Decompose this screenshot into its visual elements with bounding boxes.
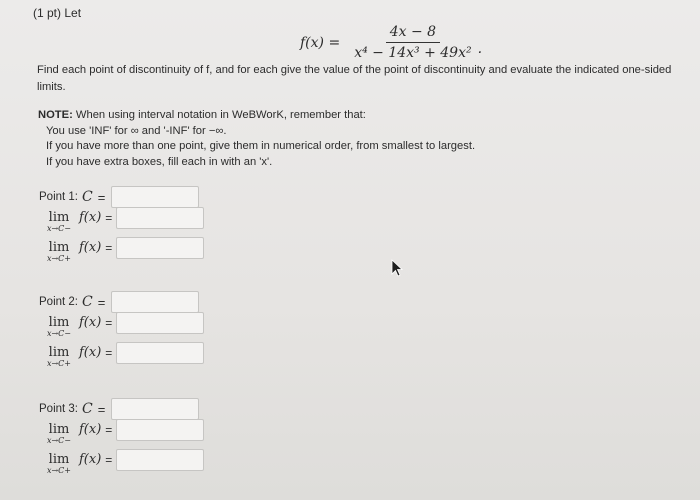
points-label: (1 pt) Let xyxy=(33,6,82,20)
point-1-left-limit-input[interactable] xyxy=(116,207,204,229)
point-3-equals: = xyxy=(97,401,106,417)
lim-equals: = xyxy=(105,211,113,225)
note-line-1: You use 'INF' for ∞ and '-INF' for −∞. xyxy=(46,124,227,137)
formula-lhs: f(x) = xyxy=(300,34,341,51)
point-2-c-input[interactable] xyxy=(111,291,199,313)
point-1-row xyxy=(39,185,239,209)
point-2-left-limit-row xyxy=(45,316,239,344)
point-3-right-lim xyxy=(45,453,73,475)
fx-label: f(x) xyxy=(79,452,102,467)
fx-label: f(x) xyxy=(79,345,102,360)
point-1-right-limit-input[interactable] xyxy=(116,237,204,259)
mouse-pointer-icon xyxy=(390,259,404,277)
lim-subscript: x→C+ xyxy=(46,359,72,368)
note-heading-rest: When using interval notation in WeBWorK, remember that: xyxy=(75,109,366,121)
point-2-right-limit-input[interactable] xyxy=(116,342,204,364)
fx-label: f(x) xyxy=(79,315,102,330)
fx-label: f(x) xyxy=(79,240,102,255)
lim-word: lim xyxy=(48,315,70,330)
point-3-label: Point 3: xyxy=(39,403,78,415)
lim-equals: = xyxy=(105,423,113,437)
note-heading: NOTE: xyxy=(38,109,73,121)
point-2-right-limit-row xyxy=(45,346,239,374)
lim-word: lim xyxy=(48,240,70,255)
point-3-row xyxy=(39,397,239,421)
point-1-right-limit-row xyxy=(45,241,239,269)
point-3-c-input[interactable] xyxy=(111,398,199,420)
fx-label: f(x) xyxy=(79,210,102,225)
note-section xyxy=(38,108,475,170)
formula-period: . xyxy=(477,41,483,57)
formula-fraction xyxy=(350,24,475,61)
lim-word: lim xyxy=(48,452,70,467)
point-3-block xyxy=(39,397,239,481)
point-1-left-lim xyxy=(45,211,73,233)
note-line-3: If you have extra boxes, fill each in with an 'x'. xyxy=(46,155,273,168)
lim-equals: = xyxy=(105,241,113,255)
point-3-left-limit-input[interactable] xyxy=(116,419,204,441)
point-1-c-input[interactable] xyxy=(111,186,199,208)
lim-word: lim xyxy=(48,210,70,225)
point-3-left-lim xyxy=(45,423,73,445)
lim-subscript: x→C− xyxy=(46,329,72,338)
lim-subscript: x→C+ xyxy=(46,466,72,475)
formula-numerator: 4x − 8 xyxy=(386,24,440,43)
point-1-equals: = xyxy=(97,189,106,205)
lim-word: lim xyxy=(48,422,70,437)
point-3-cvar: C xyxy=(82,401,93,417)
point-2-block xyxy=(39,290,239,374)
fx-label: f(x) xyxy=(79,422,102,437)
lim-equals: = xyxy=(105,346,113,360)
point-2-left-lim xyxy=(45,316,73,338)
note-line-2: If you have more than one point, give them in numerical order, from smallest to largest. xyxy=(46,140,476,152)
point-2-right-lim xyxy=(45,346,73,368)
lim-equals: = xyxy=(105,316,113,330)
point-1-cvar: C xyxy=(82,189,93,205)
formula-denominator: x⁴ − 14x³ + 49x² xyxy=(354,45,472,61)
point-2-row xyxy=(39,290,239,314)
point-2-label: Point 2: xyxy=(39,296,78,308)
lim-subscript: x→C+ xyxy=(46,254,72,263)
point-2-left-limit-input[interactable] xyxy=(116,312,204,334)
lim-equals: = xyxy=(105,453,113,467)
lim-subscript: x→C− xyxy=(46,436,72,445)
point-1-block xyxy=(39,185,239,269)
point-3-right-limit-row xyxy=(45,453,239,481)
point-1-label: Point 1: xyxy=(39,191,78,203)
lim-word: lim xyxy=(48,345,70,360)
point-3-left-limit-row xyxy=(45,423,239,451)
point-1-left-limit-row xyxy=(45,211,239,239)
point-1-right-lim xyxy=(45,241,73,263)
lim-subscript: x→C− xyxy=(46,224,72,233)
point-2-cvar: C xyxy=(82,294,93,310)
function-formula xyxy=(300,24,482,61)
point-2-equals: = xyxy=(97,294,106,310)
instructions-text: Find each point of discontinuity of f, and for each give the value of the point of discontinuity and evaluate the indicated one-sided limits. xyxy=(37,64,672,93)
point-3-right-limit-input[interactable] xyxy=(116,449,204,471)
